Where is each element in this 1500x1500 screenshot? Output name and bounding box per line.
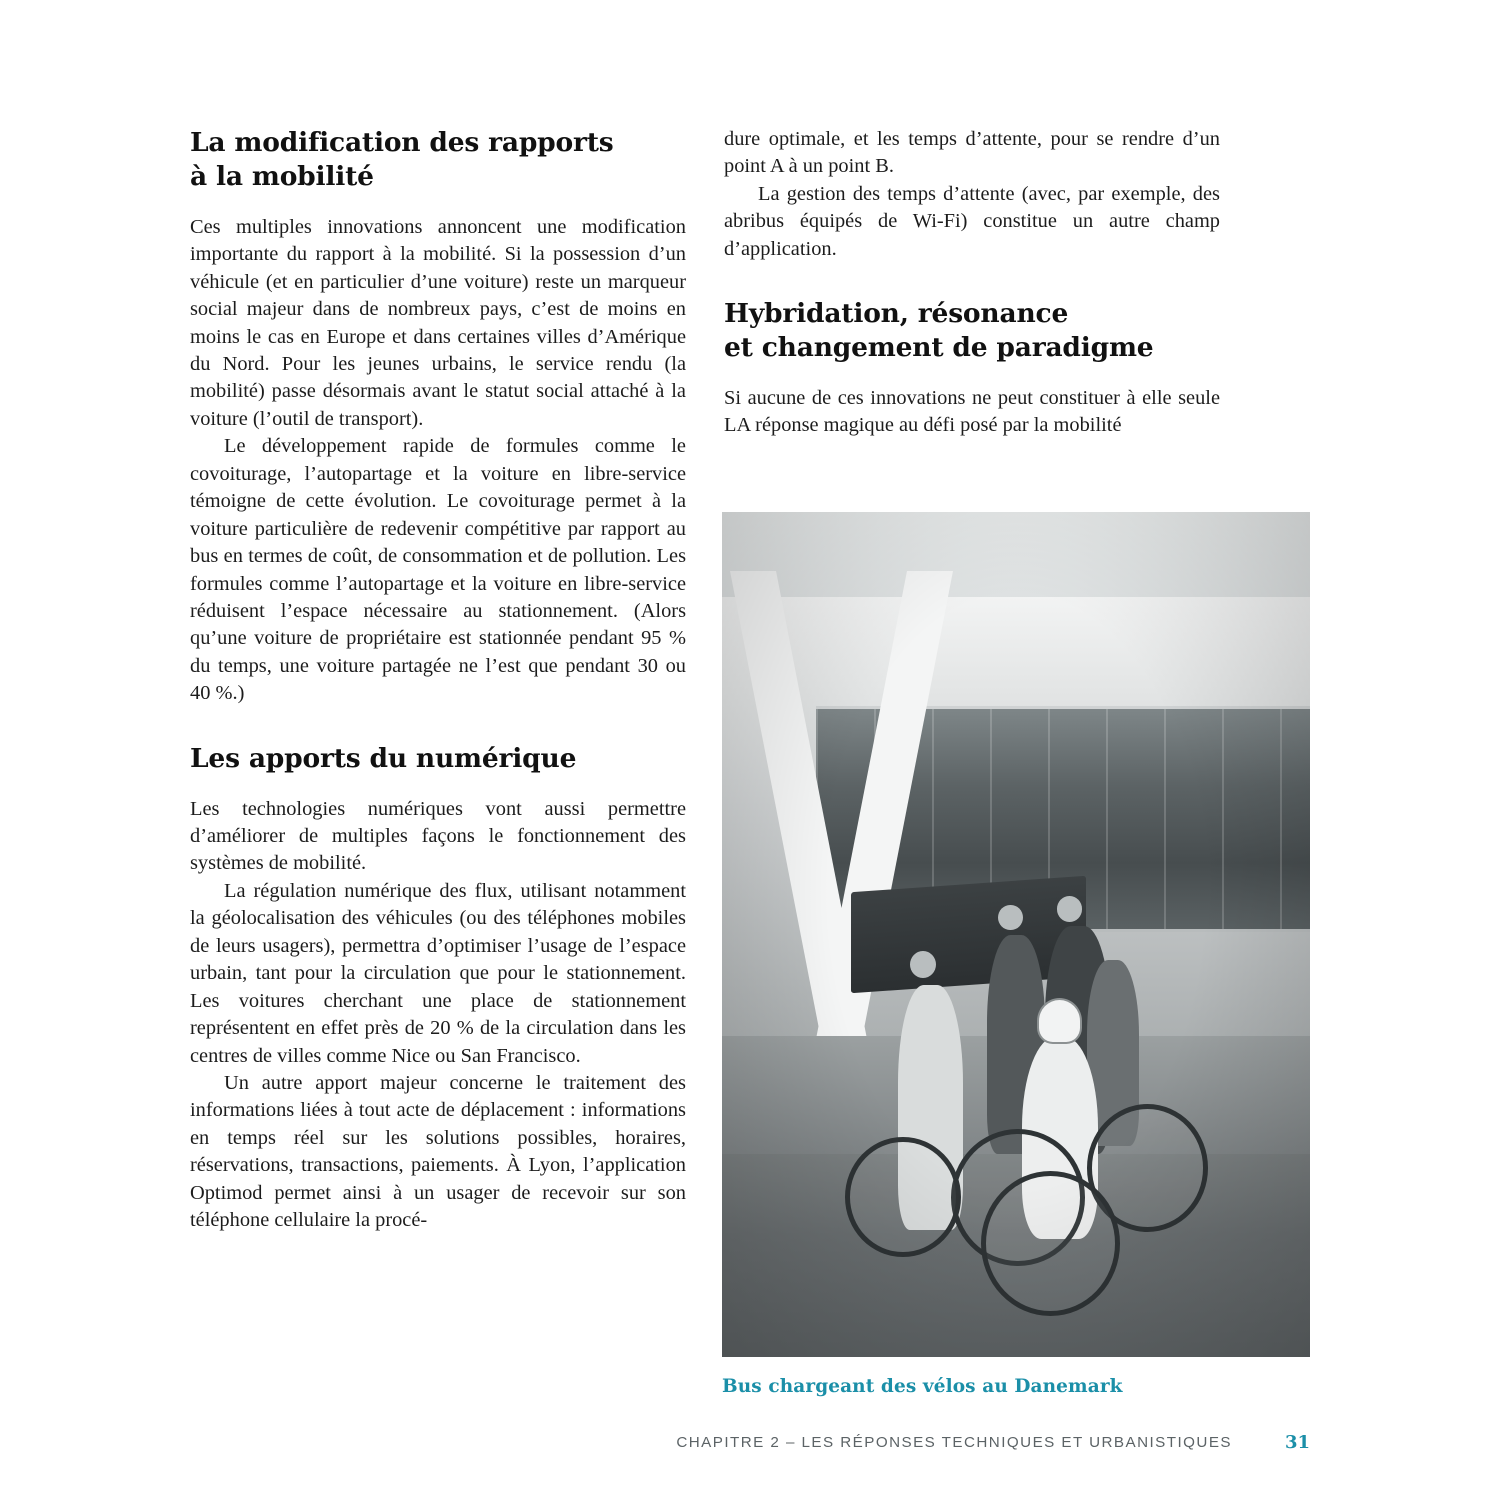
photo-bus-loading-bicycles — [722, 512, 1310, 1357]
paragraph-developpement-rapide: Le développement rapide de formules comme le covoiturage, l’autopartage et la voiture en libre-service témoigne de cette évolution. Le covoiturage permet à la voiture particulière de redevenir compétitive par rapport au bus en termes de coût, de consommation et de pollution. Les formules comme l’autopartage et la voiture en libre-service réduisent l’espace nécessaire au stationnement. (Alors qu’une voiture de propriétaire est stationnée pendant 95 % du temps, une voiture partagée ne l’est que pendant 30 ou 40 %.) — [190, 435, 686, 705]
figure-caption: Bus chargeant des vélos au Danemark — [722, 1376, 1123, 1397]
section-heading-modification-rapports — [190, 126, 686, 194]
section-heading-apports-numerique: Les apports du numérique — [190, 742, 577, 774]
section-heading-hybridation — [724, 297, 1220, 365]
paragraph-technologies-numeriques: Les technologies numériques vont aussi permettre d’améliorer de multiples façons le fonctionnement des systèmes de mobilité. — [190, 797, 686, 875]
paragraph-autre-apport: Un autre apport majeur concerne le traitement des informations liées à tout acte de déplacement : informations en temps réel sur les solutions possibles, horaires, réservations, transactions, paiements. À Lyon, l’application Optimod permet ainsi à un usager de recevoir sur son téléphone cellulaire la procé- — [190, 1071, 686, 1232]
paragraph-multiples-innovations: Ces multiples innovations annoncent une modification importante du rapport à la mobilité. Si la possession d’un véhicule (et en particulier d’une voiture) reste un marqueur social majeur dans de nombreux pays, c’est de moins en moins le cas en Europe et dans certaines villes d’Amérique du Nord. Pour les jeunes urbains, le service rendu (la mobilité) passe désormais avant le statut social attaché à la voiture (l’outil de transport). — [190, 215, 686, 430]
paragraph-duree-optimale: dure optimale, et les temps d’attente, pour se rendre d’un point A à un point B. — [724, 128, 1220, 178]
paragraph-regulation-numerique: La régulation numérique des flux, utilisant notamment la géolocalisation des véhicules (ou des téléphones mobiles de leurs usagers), permettra d’optimiser l’usage de l’espace urbain, tant pour la circulation que pour le stationnement. Les voitures cherchant une place de stationnement représentent en effet près de 20 % de la circulation dans les centres de villes comme Nice ou San Francisco. — [190, 879, 686, 1067]
heading-line-2: à la mobilité — [190, 160, 374, 192]
photo-vignette — [722, 512, 1310, 1357]
paragraph-gestion-temps-attente: La gestion des temps d’attente (avec, par exemple, des abribus équipés de Wi-Fi) constitue un autre champ d’application. — [724, 182, 1220, 260]
heading-line-1: La modification des rapports — [190, 127, 614, 158]
figure-bus-velos — [722, 512, 1310, 1397]
left-column — [190, 126, 686, 1235]
spacer — [190, 708, 686, 742]
heading-line-2: et changement de paradigme — [724, 332, 1154, 364]
page-number: 31 — [1284, 1432, 1310, 1453]
running-head: CHAPITRE 2 – LES RÉPONSES TECHNIQUES ET URBANISTIQUES — [676, 1434, 1232, 1451]
paragraph-si-aucune-innovations: Si aucune de ces innovations ne peut constituer à elle seule LA réponse magique au défi posé par la mobilité — [724, 387, 1220, 437]
heading-line-1: Hybridation, résonance — [724, 298, 1069, 330]
page-footer — [0, 1434, 1500, 1458]
spacer — [724, 263, 1220, 297]
